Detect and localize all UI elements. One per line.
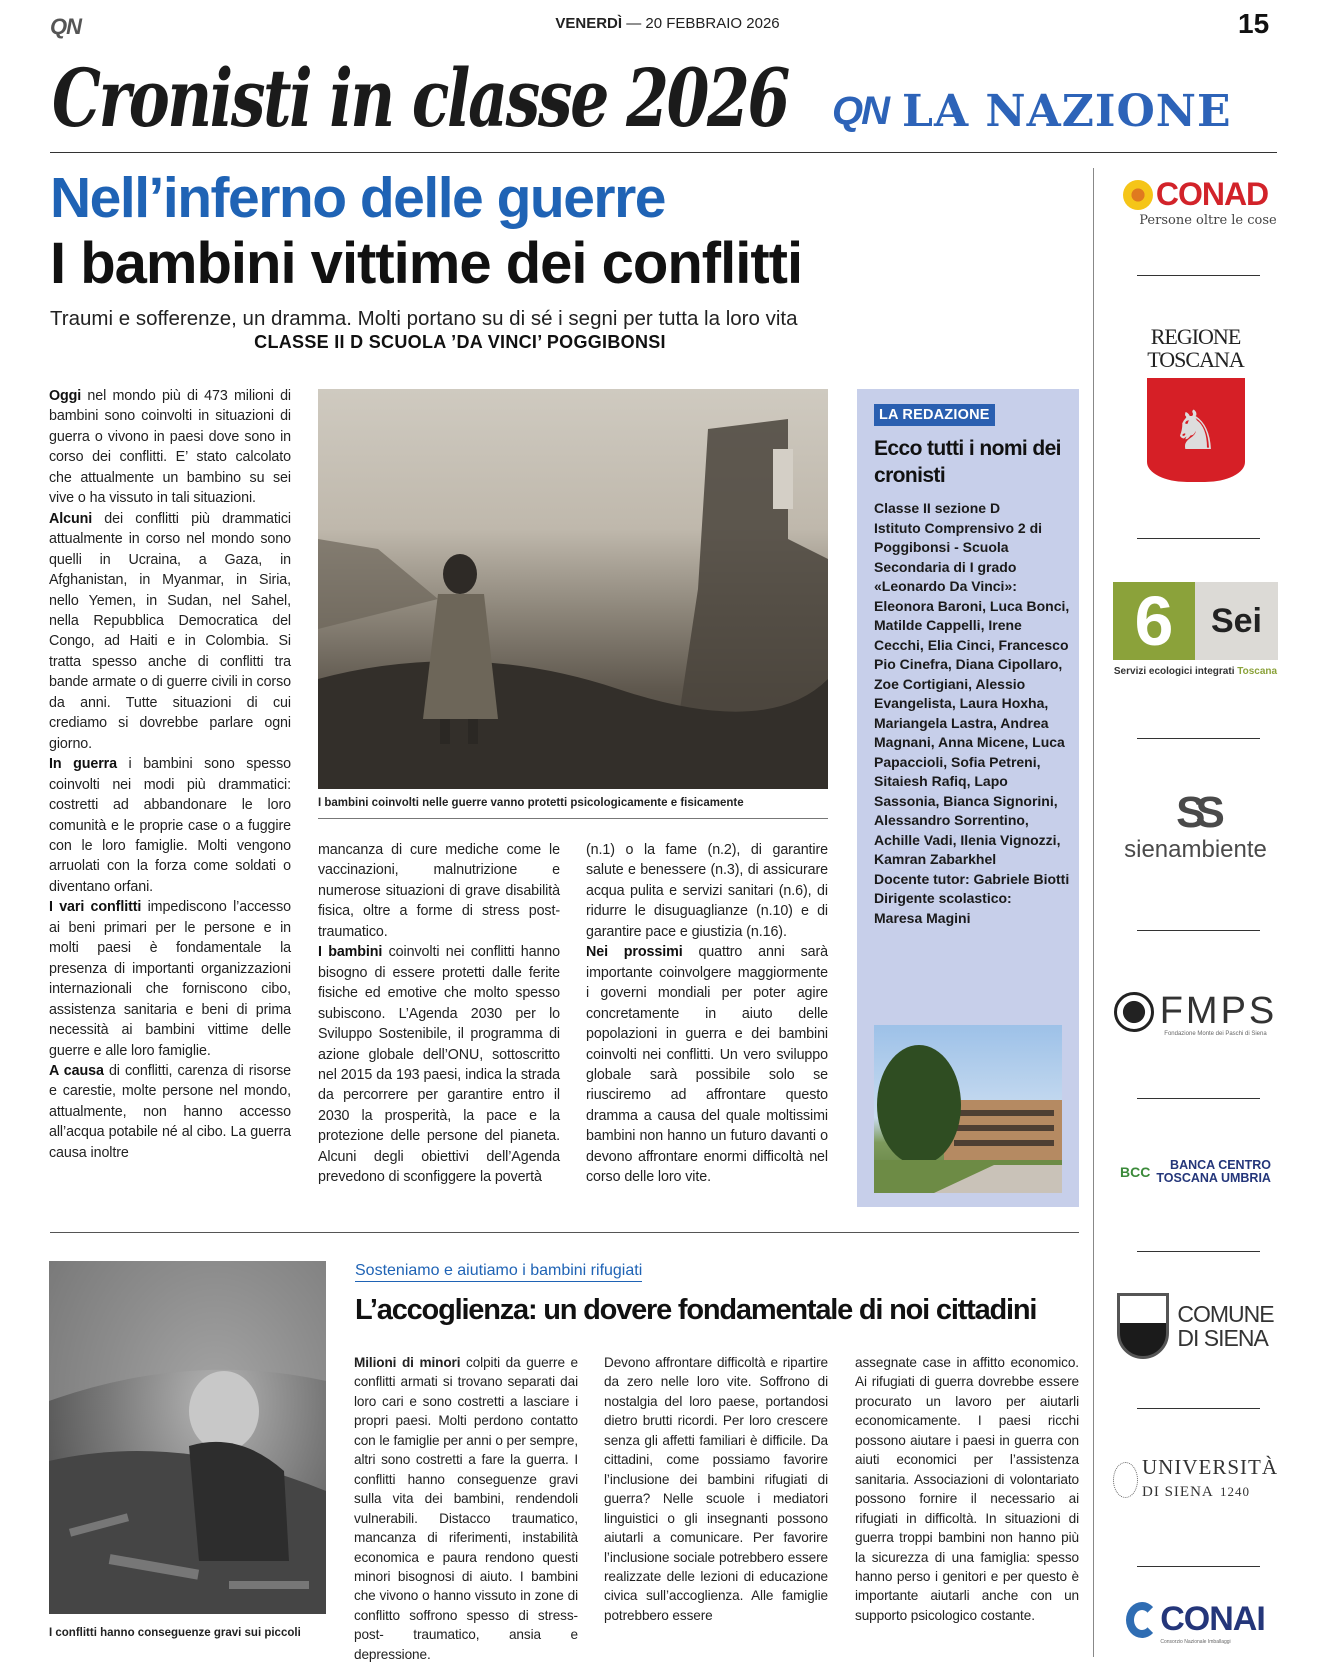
sponsor-regione-toscana: REGIONE TOSCANA ♞ [1113,326,1278,482]
headline-kicker: Nell’inferno delle guerre [50,166,665,230]
paragraph: I bambini coinvolti nei conflitti hanno bisogno di essere protetti dalle ferite fisiche ed emotive che molto spesso subiscono. L’Agenda 2030 per lo Sviluppo Sostenibile, il programma di azione globale dell’ONU, sottoscritto nel 2015 da 193 paesi, indica la strada da percorrere per garantire entro il 2030 la prosperità, la pace e la protezione delle persone del pianeta. Alcuni degli obiettivi dell’Agenda prevedono di sconfiggere la povertà [318,944,560,1186]
sponsor-sienambiente: SS sienambiente [1113,790,1278,864]
date-separator: — [626,15,642,32]
sponsor-divider [1137,1408,1260,1409]
article-column-3 [586,840,828,1188]
section-divider [50,1232,1079,1233]
reporters-list: Classe II sezione D Istituto Comprensivo 2 di Poggibonsi - Scuola Secondaria di I grado «Leonardo Da Vinci»: Eleonora Baroni, Luca Bonci, Matilde Cappelli, Irene Cecchi, Elia Cinci, Francesco Pio Cinefra, Diana Cipollaro, Zoe Cortigiani, Alessio Evangelista, Laura Hoxha, Mariangela Lastra, Andrea Magnani, Anna Micene, Luca Papaccioli, Sofia Petreni, Sitaiesh Rafiq, Lapo Sassonia, Bianca Signorini, Alessandro Sorrentino, Achille Vadi, Ilenia Vignozzi, Kamran Zabarkhel Docente tutor: Gabriele Biotti Dirigente scolastico: Maresa Magini [874,500,1070,926]
sponsor-column-divider [1093,168,1094,1657]
sponsor-divider [1137,738,1260,739]
paragraph: In guerra i bambini sono spesso coinvolti nei modi più drammatici: costretti ad abbandonare le loro comunità e le proprie case o a fuggire con le loro famiglie. Molti vengono arruolati con la forza come soldati o diventano orfani. [49,756,292,895]
date-day: VENERDÌ [555,15,623,32]
photo-caption: I bambini coinvolti nelle guerre vanno protetti psicologicamente e fisicamente [318,797,744,809]
sponsor-conad: CONAD Persone oltre le cose [1113,176,1278,228]
paragraph: mancanza di cure mediche come le vaccinazioni, malnutrizione e numerose situazioni di grave disabilità fisica, oltre a forme di stress post- traumatico. [318,842,560,940]
redazione-title: Ecco tutti i nomi dei cronisti [874,437,1061,487]
siena-shield-icon [1117,1293,1169,1359]
la-nazione-logo [832,86,1232,137]
article2-column-2: Devono affrontare difficoltà e ripartire da zero nelle loro vite. Soffrono di nostalgia del loro paese, portandosi dietro brutti ricordi. Per loro crescere senza gli affetti familiari è difficile. Da cittadini, come possiamo favorire l’inclusione dei bambini rifugiati di guerra? Nelle scuole i mediatori linguistici o gli insegnanti possono aiutarli a comunicare. Per favorire l’inclusione sociale potrebbero essere realizzate delle lezioni di educazione civica sull’accoglienza. Alle famiglie potrebbero essere [604,1355,828,1623]
redazione-tag: LA REDAZIONE [874,404,995,426]
paragraph: (n.1) o la fame (n.2), di garantire salute e benessere (n.3), di assicurare acqua pulita e servizi sanitari (n.6), di ridurre le disuguaglianze (n.10) e di garantire pace e giustizia (n.16). [586,842,828,940]
paragraph: I vari conflitti impediscono l’accesso ai beni primari per le persone e in molti paesi è fondamentale la presenza di importanti organizzazioni internazionali che forniscono cibo, assistenza sanitaria e beni di prima necessità ai bambini vittime delle guerre e alle loro famiglie. [49,899,291,1059]
sponsor-bcc: BCC BANCA CENTRO TOSCANA UMBRIA [1120,1158,1271,1185]
flower-icon [1123,180,1153,210]
university-seal-icon [1113,1462,1138,1498]
header-divider [50,152,1277,153]
kicker: Sosteniamo e aiutiamo i bambini rifugiati [355,1262,642,1282]
sponsor-sei: 6 Sei Servizi ecologici integrati Toscana [1113,582,1278,677]
byline: CLASSE II D SCUOLA ’DA VINCI’ POGGIBONSI [254,332,666,352]
photo-caption-2: I conflitti hanno conseguenze gravi sui piccoli [49,1627,301,1639]
sienambiente-mark-icon: SS [1176,788,1215,837]
subtitle: Traumi e sofferenze, un dramma. Molti portano su di sé i segni per tutta la loro vita [50,307,798,330]
sponsor-comune-siena: COMUNE DI SIENA [1113,1293,1278,1359]
article2-column-3: assegnate case in affitto economico. Ai rifugiati di guerra dovrebbe essere procurato un lavoro per aiutarli economicamente. I paesi ricchi possono aiutare i paesi in guerra con aiuti economici per l’assistenza sanitaria. Associazioni di volontariato possono fornire il necessario ai rifugiati in difficoltà. In situazioni di guerra troppi bambini non hanno più la sicurezza di una famiglia: spesso hanno perso i genitori e per questo è importante aiutarli anche con un supporto psicologico costante. [855,1355,1079,1623]
article-column-1 [49,386,291,1163]
paragraph: Nei prossimi quattro anni sarà importante coinvolgere maggiormente i governi mondiali per poter agire concretamente in aiuto delle popolazioni in guerra e dei bambini coinvolti nei conflitti. Un vero sviluppo globale sarà possibile solo se riusciremo ad affrontare questo dramma a causa del quale moltissimi bambini non hanno un futuro davanti o devono affrontare enormi difficoltà nel corso delle loro vite. [586,944,828,1186]
qn-logo-small: QN [50,14,81,39]
sponsor-universita-siena: UNIVERSITÀ DI SIENA 1240 [1113,1456,1278,1503]
six-icon: 6 [1113,582,1195,660]
article-title-2: L’accoglienza: un dovere fondamentale di noi cittadini [355,1294,1037,1326]
conai-swoosh-icon [1126,1602,1158,1638]
sponsor-divider [1137,930,1260,931]
date-value: 20 FEBBRAIO 2026 [645,15,780,32]
child-rubble-photo [49,1261,326,1614]
fmps-seal-icon [1114,992,1154,1032]
caption-divider [318,818,828,819]
sponsor-divider [1137,1098,1260,1099]
article2-column-1: Milioni di minori colpiti da guerre e conflitti armati si trovano separati dai loro cari e sono costretti a lasciare i propri paesi. Molti perdono contatto con le famiglie per anni o per sempre, altri sono costretti a fare la guerra. I conflitti hanno conseguenze gravi sulla vita dei bambini, rendendoli vulnerabili. Distacco traumatico, mancanza di riferimenti, instabilità economica e paura rendono questi minori bisognosi di aiuto. I bambini che vivono o hanno vissuto in zone di conflitto soffrono spesso di stress-post- traumatico, ansia e depressione. [354,1355,578,1662]
pegasus-shield-icon: ♞ [1147,378,1245,482]
sponsor-fmps: FMPS Fondazione Monte dei Paschi di Siena [1113,990,1278,1037]
sponsor-divider [1137,1566,1260,1567]
sponsor-conai: CONAI Consorzio Nazionale Imballaggi [1113,1600,1278,1645]
headline: I bambini vittime dei conflitti [50,231,803,296]
paragraph: A causa di conflitti, carenza di risorse e carestie, molte persone nel mondo, attualmente, non hanno accesso all’acqua potabile né al cibo. La guerra causa inoltre [49,1062,292,1161]
sponsor-divider [1137,538,1260,539]
sponsor-divider [1137,275,1260,276]
school-building-photo [874,1025,1062,1193]
paragraph: Alcuni dei conflitti più drammatici attualmente in corso nel mondo sono quelli in Ucraina, a Gaza, in Afghanistan, in Myanmar, in Siria, nello Yemen, in Sudan, nel Sahel, nella Repubblica Democratica del Congo, ad Haiti e in Colombia. Si tratta spesso anche di conflitti tra bande armate o di guerre civili in corso da anni. Tutte situazioni di cui crediamo si dovrebbe parlare ogni giorno. [49,510,291,752]
page-number: 15 [1238,8,1270,39]
issue-date [0,15,1335,32]
article-column-2 [318,840,560,1188]
section-masthead: Cronisti in classe 2026 [52,51,788,145]
war-child-photo [318,389,828,789]
redazione-box [857,389,1079,1207]
sponsor-divider [1137,1251,1260,1252]
brand-name: LA NAZIONE [902,86,1232,137]
paragraph: Oggi nel mondo più di 473 milioni di bambini sono coinvolti in situazioni di guerra o vivono in paesi dove sono in corso dei conflitti. E’ stato calcolato che attualmente un bambino su sei vive o ha vissuto in tali situazioni. [49,388,291,507]
qn-logo: QN [832,89,888,133]
